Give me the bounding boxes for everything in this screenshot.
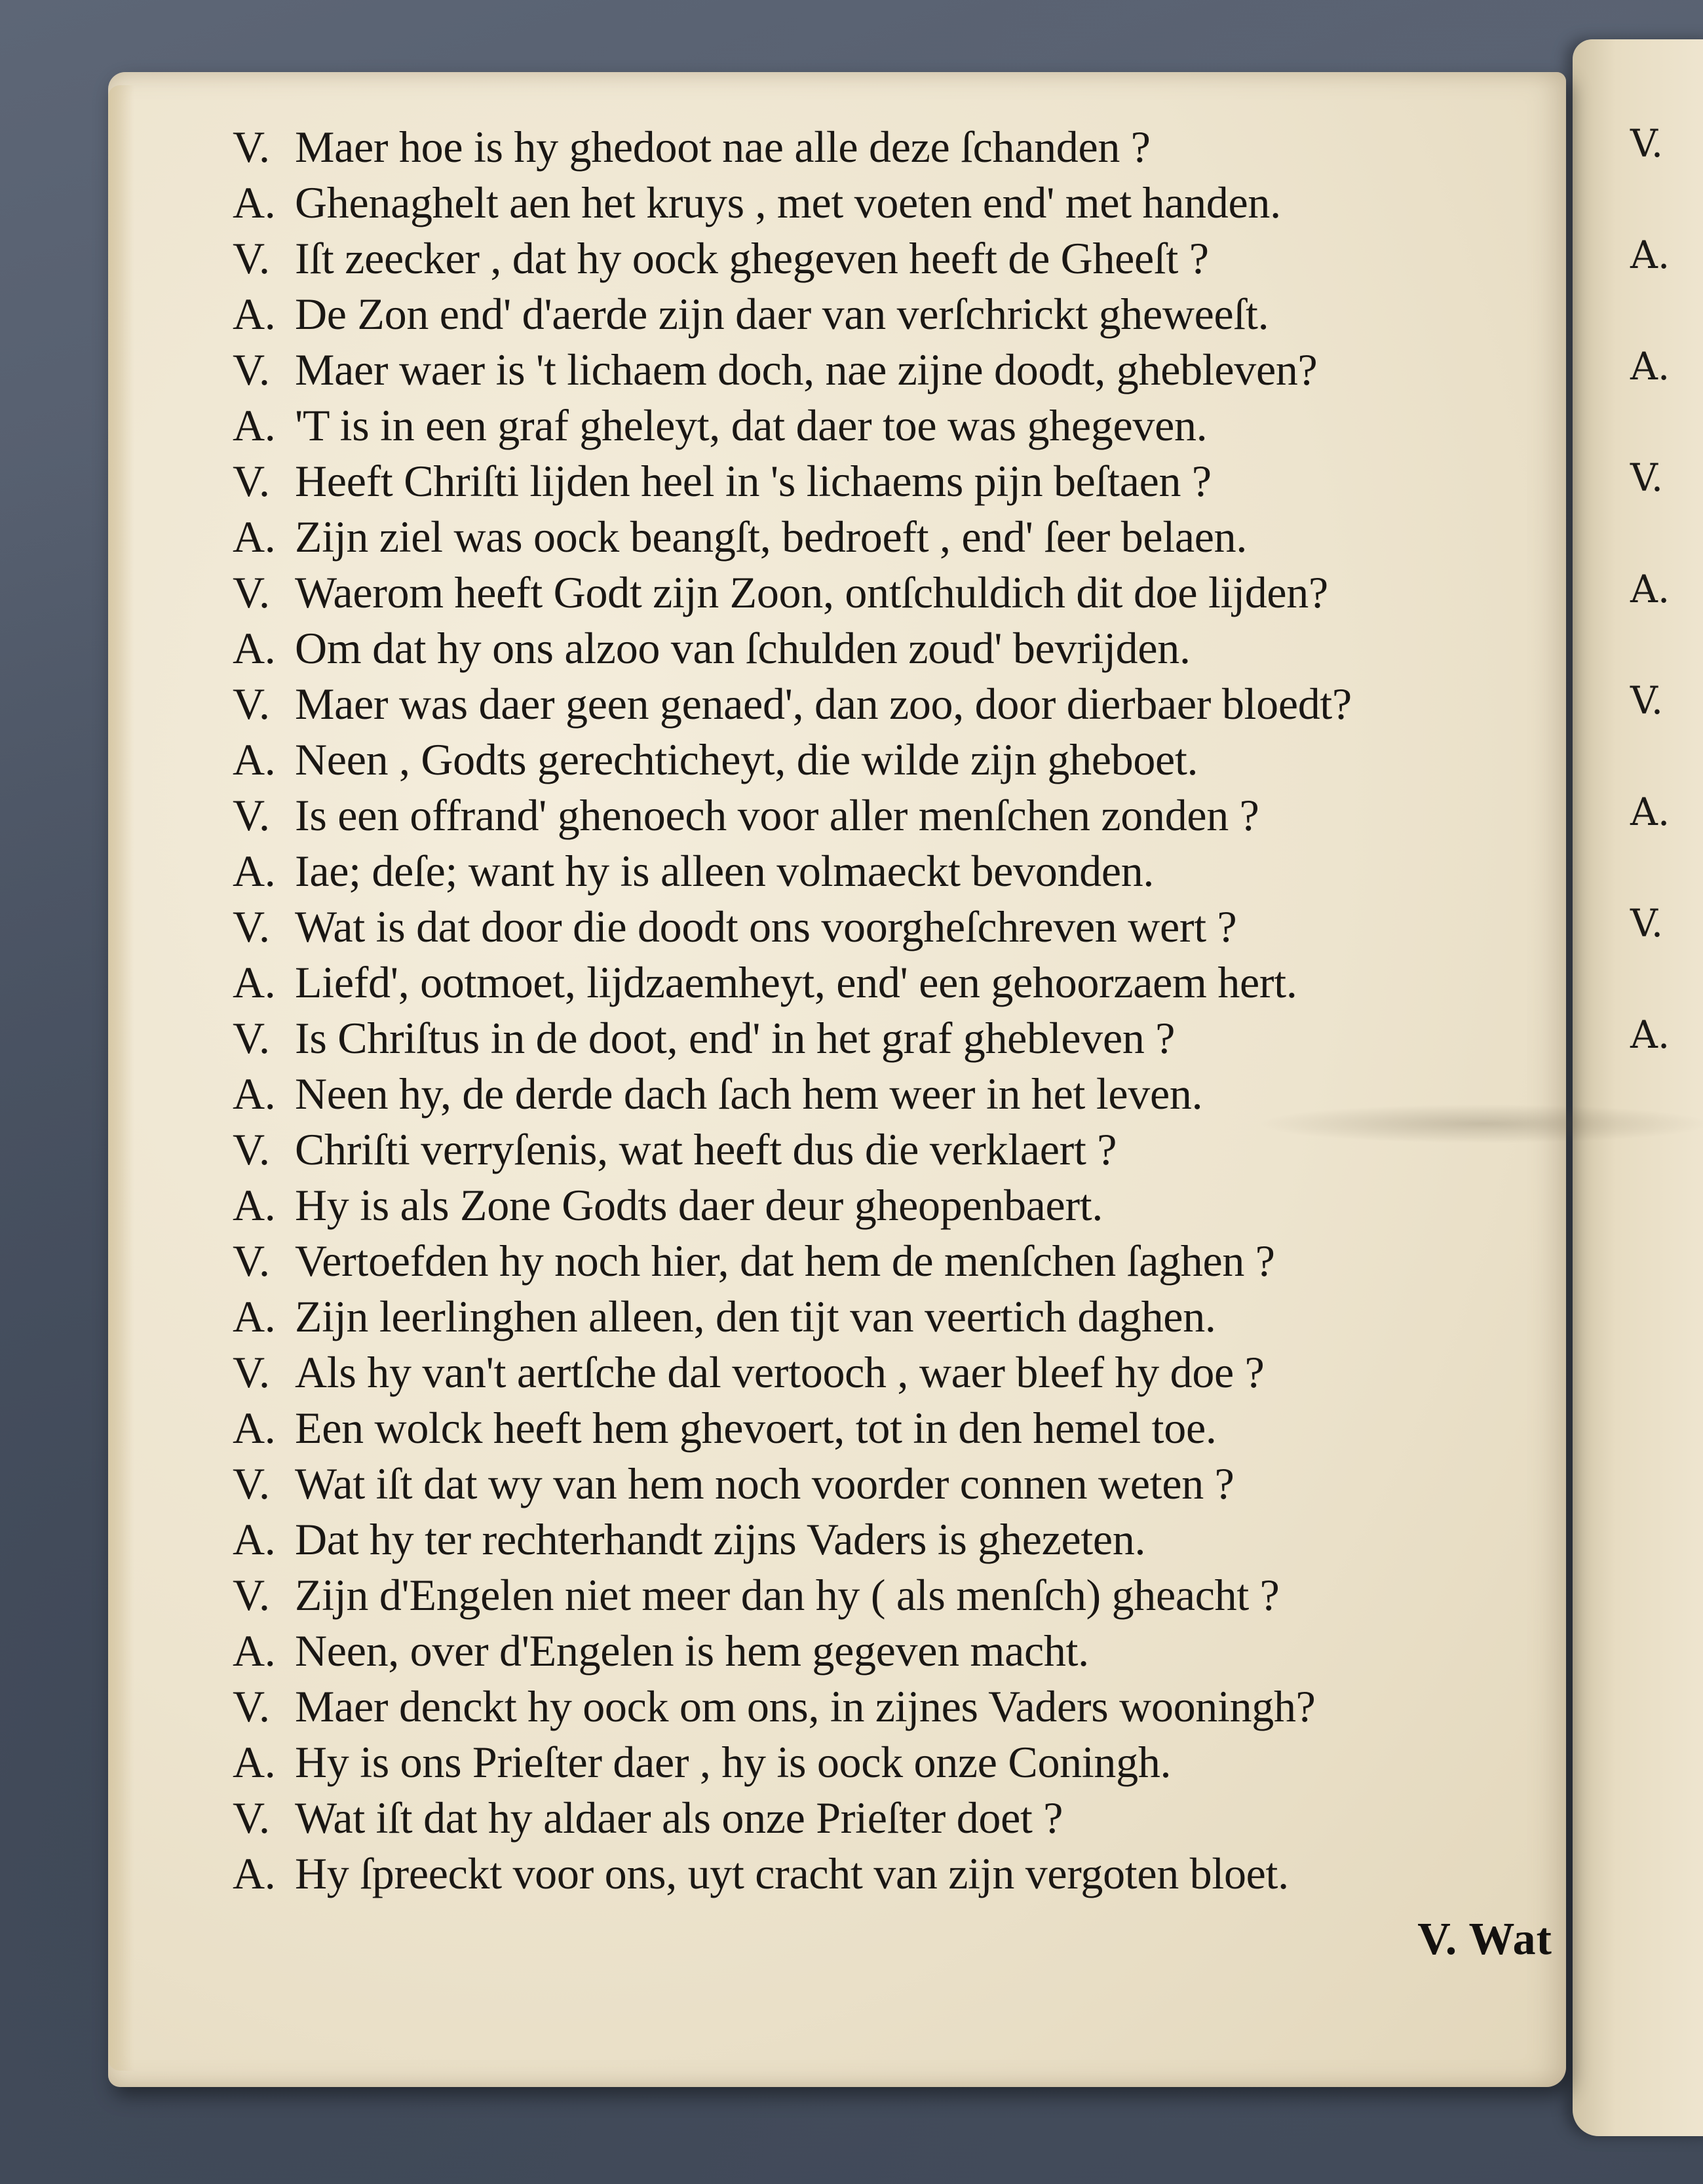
speaker-mark: A.: [233, 1514, 276, 1564]
dialogue-line: [233, 121, 1543, 177]
line-text: Een wolck heeft hem ghevoert, tot in den hemel toe.: [295, 1403, 1217, 1453]
line-text: Iſt zeecker , dat hy oock ghegeven heeft de Gheeſt ?: [295, 233, 1209, 283]
line-text: Dat hy ter rechterhandt zijns Vaders is ghezeten.: [295, 1514, 1146, 1564]
dialogue-line: [233, 790, 1543, 845]
line-text: Chriſti verryſenis, wat heeft dus die verklaert ?: [295, 1124, 1117, 1174]
speaker-mark: V.: [233, 1236, 270, 1286]
speaker-mark: V.: [233, 456, 270, 506]
speaker-mark: V.: [233, 790, 270, 840]
dialogue-line: [233, 901, 1543, 957]
line-text: Wat iſt dat hy aldaer als onze Prieſter doet ?: [295, 1793, 1063, 1843]
dialogue-line: [233, 1848, 1543, 1904]
dialogue-line: [233, 1012, 1543, 1068]
line-text: Is een offrand' ghenoech voor aller menſchen zonden ?: [295, 790, 1259, 840]
speaker-mark: V.: [233, 345, 270, 394]
line-text: Maer waer is 't lichaem doch, nae zijne doodt, ghebleven?: [295, 345, 1318, 394]
dialogue-line: [233, 400, 1543, 455]
speaker-mark: V.: [233, 1347, 270, 1397]
dialogue-line: [233, 1068, 1543, 1124]
speaker-mark: V.: [233, 1570, 270, 1620]
speaker-mark: A.: [233, 1849, 276, 1898]
line-text: Maer was daer geen genaed', dan zoo, door dierbaer bloedt?: [295, 679, 1352, 729]
speaker-mark: V.: [233, 1013, 270, 1063]
line-text: Maer denckt hy oock om ons, in zijnes Vaders wooningh?: [295, 1681, 1316, 1731]
facing-page-glyph: V.: [1630, 901, 1664, 946]
line-text: Neen , Godts gerechticheyt, die wilde zijn gheboet.: [295, 735, 1198, 784]
facing-page-glyph: A.: [1630, 567, 1670, 611]
speaker-mark: A.: [233, 512, 276, 562]
line-text: Als hy van't aertſche dal vertooch , waer bleef hy doe ?: [295, 1347, 1265, 1397]
dialogue-line: [233, 1179, 1543, 1235]
line-text: 'T is in een graf gheleyt, dat daer toe was ghegeven.: [295, 400, 1208, 450]
dialogue-line: [233, 734, 1543, 790]
line-text: Hy is ons Prieſter daer , hy is oock onze Coningh.: [295, 1737, 1172, 1787]
dialogue-line: [233, 957, 1543, 1012]
dialogue-line: [233, 455, 1543, 511]
dialogue-line: [233, 288, 1543, 344]
line-text: Waerom heeft Godt zijn Zoon, ontſchuldich dit doe lijden?: [295, 567, 1328, 617]
dialogue-line: [233, 1569, 1543, 1625]
dialogue-line: [233, 1514, 1543, 1569]
speaker-mark: V.: [233, 233, 270, 283]
line-text: Zijn ziel was oock beangſt, bedroeft , end' ſeer belaen.: [295, 512, 1248, 562]
speaker-mark: A.: [233, 1069, 276, 1119]
facing-page-edge: [1573, 39, 1703, 2136]
page-edge: [108, 85, 134, 2071]
speaker-mark: V.: [233, 1681, 270, 1731]
dialogue-line: [233, 567, 1543, 623]
line-text: Wat is dat door die doodt ons voorgheſchreven wert ?: [295, 902, 1237, 951]
speaker-mark: A.: [233, 735, 276, 784]
line-text: Neen hy, de derde dach ſach hem weer in het leven.: [295, 1069, 1203, 1119]
line-text: Hy ſpreeckt voor ons, uyt cracht van zijn vergoten bloet.: [295, 1849, 1289, 1898]
facing-page-glyph: A.: [1630, 790, 1670, 834]
line-text: Hy is als Zone Godts daer deur gheopenbaert.: [295, 1180, 1103, 1230]
speaker-mark: A.: [233, 957, 276, 1007]
dialogue-line: [233, 1736, 1543, 1792]
line-text: Vertoefden hy noch hier, dat hem de menſchen ſaghen ?: [295, 1236, 1275, 1286]
speaker-mark: V.: [233, 567, 270, 617]
line-text: Ghenaghelt aen het kruys , met voeten end' met handen.: [295, 178, 1281, 227]
speaker-mark: A.: [233, 1292, 276, 1341]
line-text: Heeft Chriſti lijden heel in 's lichaems pijn beſtaen ?: [295, 456, 1212, 506]
speaker-mark: A.: [233, 178, 276, 227]
line-text: Is Chriſtus in de doot, end' in het graf ghebleven ?: [295, 1013, 1176, 1063]
speaker-mark: V.: [233, 902, 270, 951]
dialogue-line: [233, 1458, 1543, 1514]
dialogue-line: [233, 623, 1543, 678]
line-text: Neen, over d'Engelen is hem gegeven macht.: [295, 1626, 1089, 1676]
line-text: Zijn d'Engelen niet meer dan hy ( als menſch) gheacht ?: [295, 1570, 1280, 1620]
dialogue-line: [233, 233, 1543, 288]
speaker-mark: V.: [233, 1124, 270, 1174]
dialogue-line: [233, 845, 1543, 901]
dialogue-line: [233, 1347, 1543, 1402]
dialogue-line: [233, 1625, 1543, 1681]
speaker-mark: A.: [233, 1737, 276, 1787]
line-text: Zijn leerlinghen alleen, den tijt van veertich daghen.: [295, 1292, 1216, 1341]
line-text: Wat iſt dat wy van hem noch voorder connen weten ?: [295, 1459, 1234, 1508]
speaker-mark: V.: [233, 1459, 270, 1508]
catchword: V. Wat: [1417, 1914, 1552, 1964]
facing-page-glyph: A.: [1630, 233, 1670, 277]
dialogue-line: [233, 511, 1543, 567]
dialogue-line: [233, 1402, 1543, 1458]
speaker-mark: V.: [233, 1793, 270, 1843]
speaker-mark: A.: [233, 289, 276, 339]
line-text: Iae; deſe; want hy is alleen volmaeckt bevonden.: [295, 846, 1155, 896]
facing-page-glyph: A.: [1630, 1012, 1670, 1057]
dialogue-line: [233, 678, 1543, 734]
dialogue-line: [233, 1792, 1543, 1848]
dialogue-line: [233, 177, 1543, 233]
speaker-mark: A.: [233, 1403, 276, 1453]
facing-page-glyph: V.: [1630, 455, 1664, 500]
speaker-mark: A.: [233, 1626, 276, 1676]
speaker-mark: V.: [233, 679, 270, 729]
facing-page-glyph: A.: [1630, 344, 1670, 389]
dialogue-text: [233, 121, 1543, 1904]
dialogue-line: [233, 1124, 1543, 1179]
dialogue-line: [233, 1291, 1543, 1347]
line-text: De Zon end' d'aerde zijn daer van verſchrickt gheweeſt.: [295, 289, 1269, 339]
speaker-mark: A.: [233, 623, 276, 673]
speaker-mark: A.: [233, 1180, 276, 1230]
speaker-mark: V.: [233, 122, 270, 172]
line-text: Liefd', ootmoet, lijdzaemheyt, end' een gehoorzaem hert.: [295, 957, 1297, 1007]
line-text: Maer hoe is hy ghedoot nae alle deze ſchanden ?: [295, 122, 1151, 172]
dialogue-line: [233, 344, 1543, 400]
facing-page-glyph: V.: [1630, 121, 1664, 166]
facing-page-glyph: V.: [1630, 678, 1664, 723]
speaker-mark: A.: [233, 400, 276, 450]
dialogue-line: [233, 1235, 1543, 1291]
speaker-mark: A.: [233, 846, 276, 896]
line-text: Om dat hy ons alzoo van ſchulden zoud' bevrijden.: [295, 623, 1191, 673]
dialogue-line: [233, 1681, 1543, 1736]
